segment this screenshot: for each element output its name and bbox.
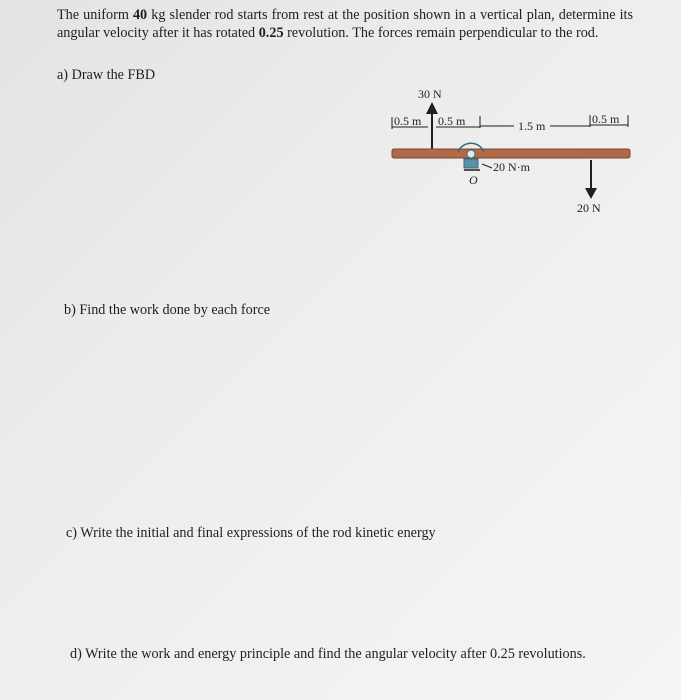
force-20n-label: 20 N — [577, 201, 601, 215]
pivot-label: O — [469, 173, 478, 187]
part-b-prompt: b) Find the work done by each force — [64, 302, 271, 318]
problem-statement — [57, 6, 633, 42]
couple-moment-label: 20 N·m — [493, 160, 530, 174]
couple-leader-line — [482, 164, 492, 168]
part-c-prompt: c) Write the initial and final expressions of the rod kinetic energy — [66, 525, 436, 541]
slender-rod — [392, 149, 630, 158]
rotation-value: 0.25 — [258, 25, 284, 41]
force-30n-label: 30 N — [418, 87, 442, 101]
pin-support — [464, 159, 478, 168]
dimension-label: 0.5 m — [394, 114, 422, 128]
force-30n-arrowhead — [426, 102, 438, 114]
pin-icon — [467, 150, 475, 158]
dimension-label: 0.5 m — [438, 114, 466, 128]
mass-value: 40 — [132, 7, 148, 23]
force-20n-arrowhead — [585, 188, 597, 199]
dimension-label: 0.5 m — [592, 112, 620, 126]
problem-text-start: The uniform — [57, 7, 133, 23]
part-d-prompt: d) Write the work and energy principle and find the angular velocity after 0.25 revolutions. — [70, 646, 586, 662]
problem-text-middle: kg slender rod starts from rest at the position shown in a vertical plan, determine its angular velocity after it has rotated — [57, 7, 634, 41]
problem-text-end: revolution. The forces remain perpendicular to the rod. — [283, 25, 599, 41]
part-a-prompt: a) Draw the FBD — [57, 67, 156, 83]
dimension-label: 1.5 m — [518, 119, 546, 133]
fbd-diagram — [380, 82, 640, 222]
